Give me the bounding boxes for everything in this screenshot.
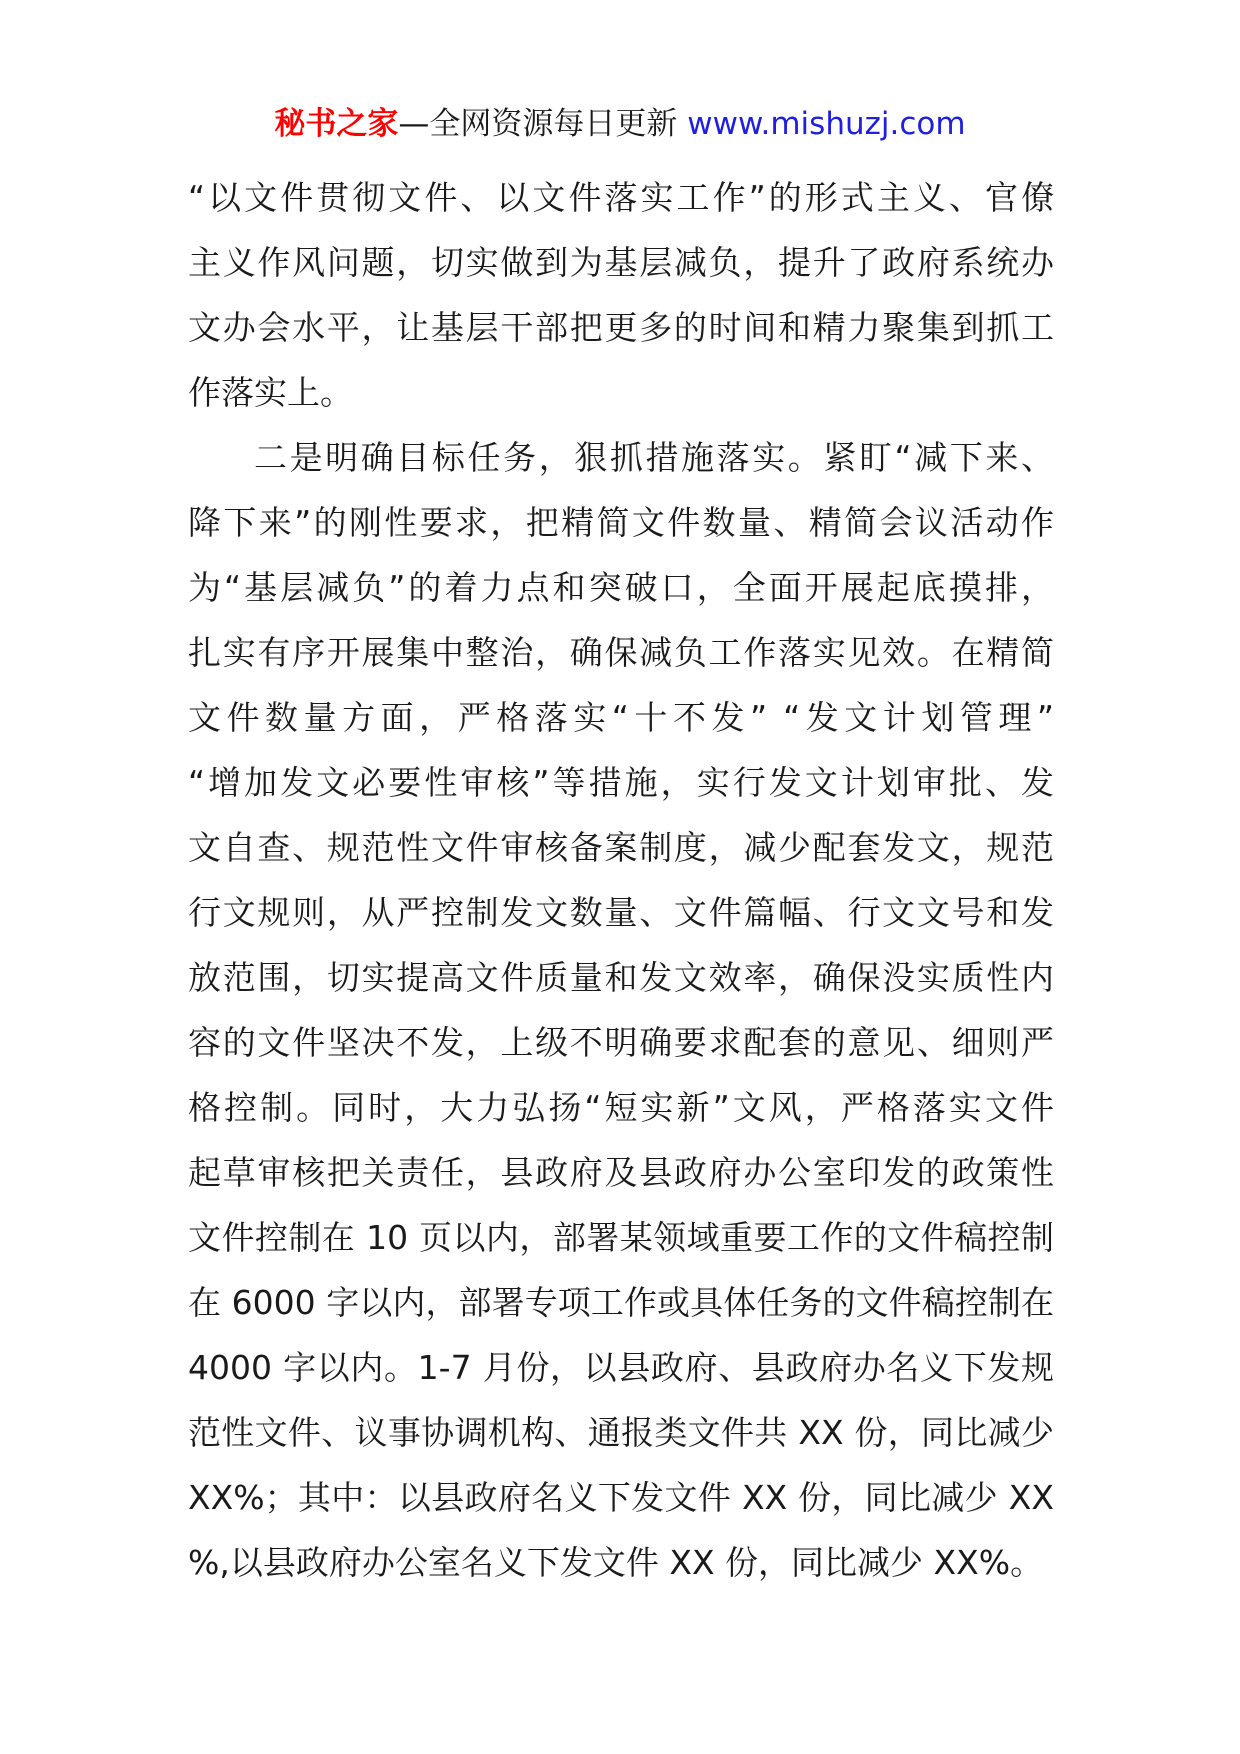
paragraph-line: 行文规则，从严控制发文数量、文件篇幅、行文文号和发	[188, 893, 1054, 932]
paragraph-2	[188, 425, 1054, 1595]
paragraph-line: 4000 字以内。1-7 月份，以县政府、县政府办名义下发规	[188, 1348, 1054, 1387]
paragraph-line: 起草审核把关责任，县政府及县政府办公室印发的政策性	[188, 1153, 1054, 1192]
paragraph-line: “以文件贯彻文件、以文件落实工作”的形式主义、官僚	[188, 178, 1054, 217]
site-header	[0, 102, 1240, 146]
paragraph-line: 为“基层减负”的着力点和突破口，全面开展起底摸排，	[188, 568, 1054, 607]
paragraph-line: 文自查、规范性文件审核备案制度，减少配套发文，规范	[188, 828, 1054, 867]
paragraph-line: 文件数量方面，严格落实“十不发” “发文计划管理”	[188, 698, 1054, 737]
header-slogan: —全网资源每日更新	[398, 106, 688, 142]
paragraph-1	[188, 165, 1054, 425]
paragraph-line: “增加发文必要性审核”等措施，实行发文计划审批、发	[188, 763, 1054, 802]
paragraph-line: 扎实有序开展集中整治，确保减负工作落实见效。在精简	[188, 633, 1054, 672]
paragraph-line: 二是明确目标任务，狠抓措施落实。紧盯“减下来、	[254, 438, 1054, 477]
paragraph-line: 容的文件坚决不发，上级不明确要求配套的意见、细则严	[188, 1023, 1054, 1062]
header-url-link[interactable]: www.mishuzj.com	[687, 106, 966, 142]
paragraph-line: 文办会水平，让基层干部把更多的时间和精力聚集到抓工	[188, 308, 1054, 347]
paragraph-line: 文件控制在 10 页以内，部署某领域重要工作的文件稿控制	[188, 1218, 1054, 1257]
paragraph-line: 放范围，切实提高文件质量和发文效率，确保没实质性内	[188, 958, 1054, 997]
paragraph-line: XX%；其中：以县政府名义下发文件 XX 份，同比减少 XX	[188, 1478, 1054, 1517]
paragraph-line: %,以县政府办公室名义下发文件 XX 份，同比减少 XX%。	[188, 1543, 1044, 1582]
paragraph-line: 格控制。同时，大力弘扬“短实新”文风，严格落实文件	[188, 1088, 1054, 1127]
paragraph-line: 作落实上。	[188, 373, 353, 412]
document-body	[188, 165, 1054, 1595]
paragraph-line: 主义作风问题，切实做到为基层减负，提升了政府系统办	[188, 243, 1054, 282]
header-brand: 秘书之家	[274, 106, 399, 142]
paragraph-line: 在 6000 字以内，部署专项工作或具体任务的文件稿控制在	[188, 1283, 1054, 1322]
paragraph-line: 范性文件、议事协调机构、通报类文件共 XX 份，同比减少	[188, 1413, 1054, 1452]
paragraph-line: 降下来”的刚性要求，把精简文件数量、精简会议活动作	[188, 503, 1054, 542]
